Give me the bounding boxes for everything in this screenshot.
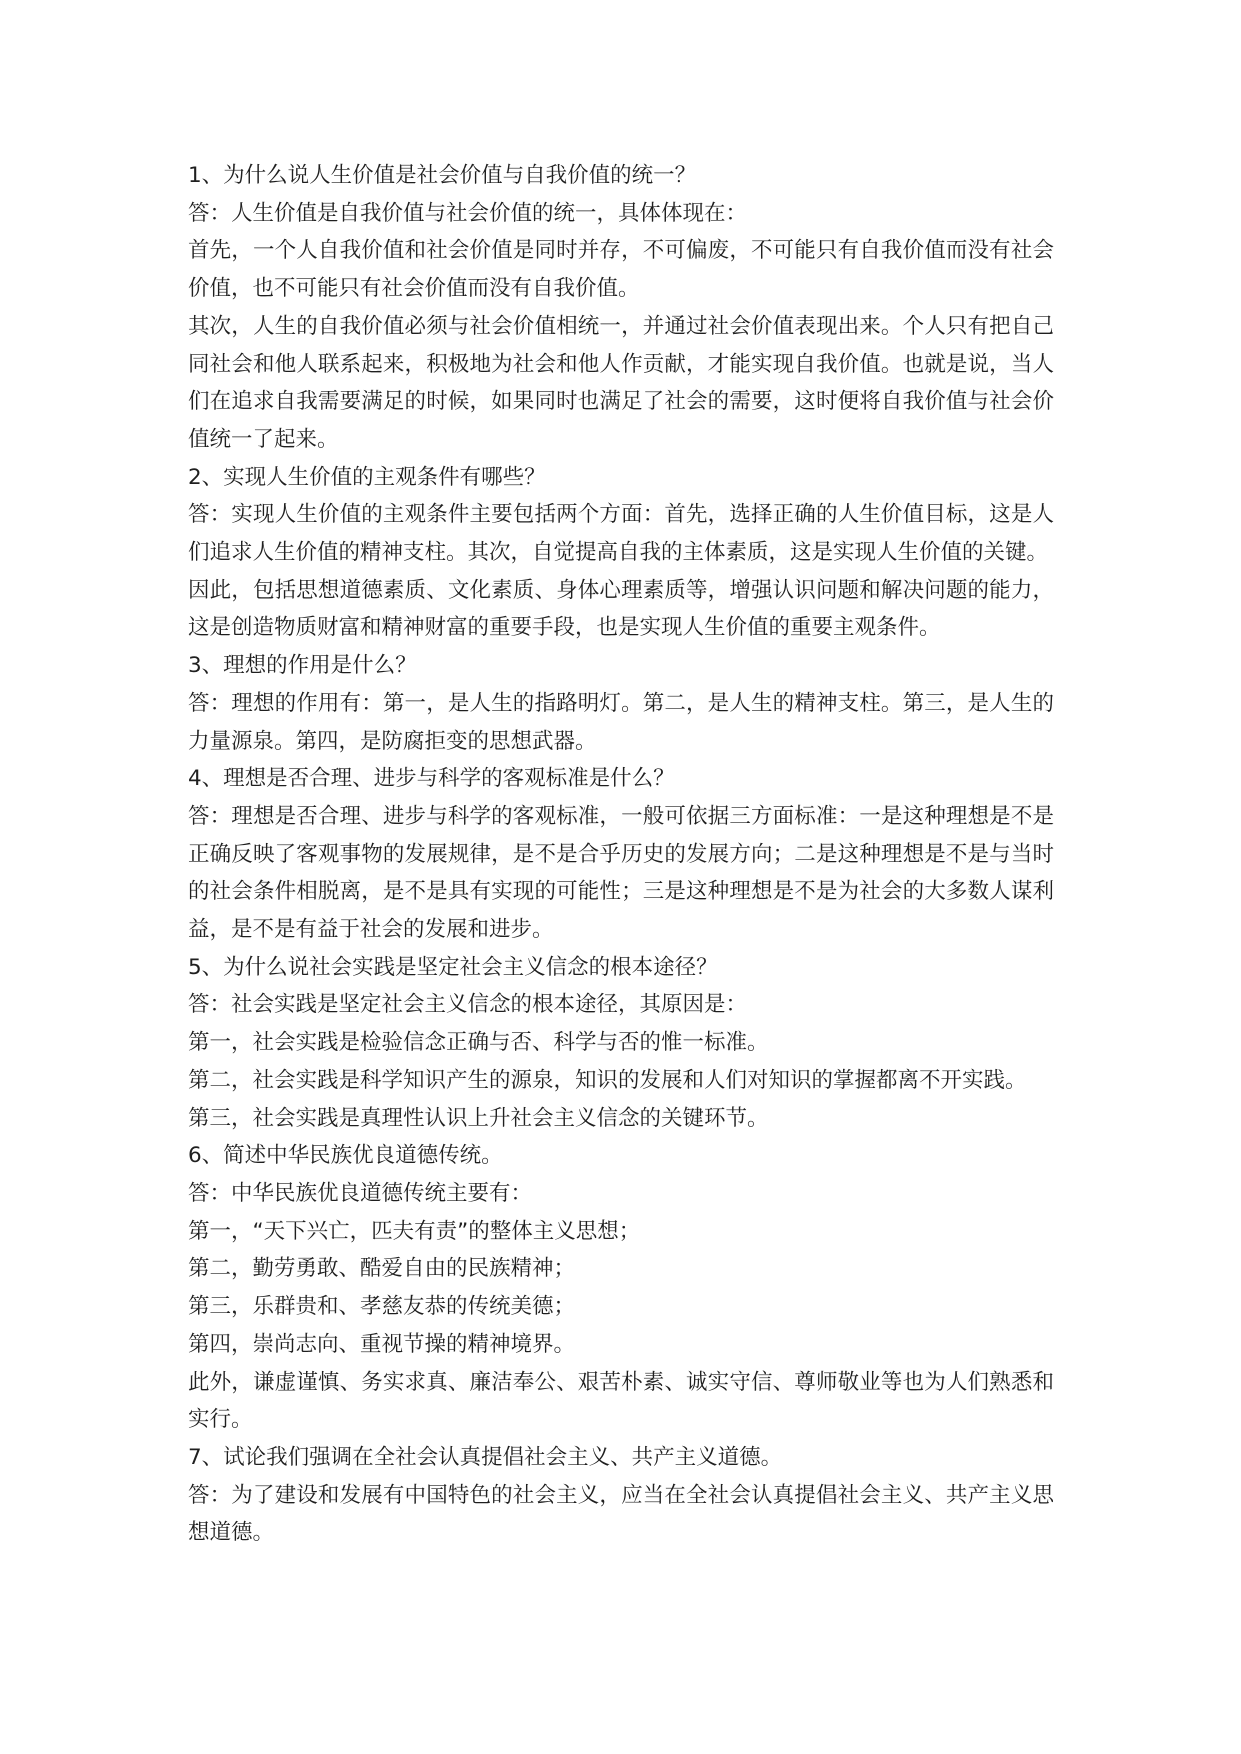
answer-6-intro: 答：中华民族优良道德传统主要有：	[188, 1180, 533, 1206]
answer-2-conclusion: 因此，包括思想道德素质、文化素质、身体心理素质等，增强认识问题和解决问题的能力，这是创造物质财富和精神财富的重要手段，也是实现人生价值的重要主观条件。	[188, 577, 1054, 641]
answer-6-point-3: 第三，乐群贵和、孝慈友恭的传统美德；	[188, 1294, 576, 1320]
answer-5-point-2: 第二，社会实践是科学知识产生的源泉，知识的发展和人们对知识的掌握都离不开实践。	[188, 1067, 1027, 1093]
answer-3-body: 答：理想的作用有：第一，是人生的指路明灯。第二，是人生的精神支柱。第三，是人生的力量源泉。第四，是防腐拒变的思想武器。	[188, 690, 1054, 754]
answer-1-intro: 答：人生价值是自我价值与社会价值的统一，具体体现在：	[188, 200, 748, 226]
answer-6-point-1: 第一，“天下兴亡，匹夫有责”的整体主义思想；	[188, 1218, 641, 1244]
answer-6-point-2: 第二，勤劳勇敢、酷爱自由的民族精神；	[188, 1256, 576, 1282]
question-6-heading: 6、简述中华民族优良道德传统。	[188, 1143, 503, 1169]
question-5-heading: 5、为什么说社会实践是坚定社会主义信念的根本途径？	[188, 954, 718, 980]
question-2-heading: 2、实现人生价值的主观条件有哪些？	[188, 464, 546, 490]
answer-5-point-3: 第三，社会实践是真理性认识上升社会主义信念的关键环节。	[188, 1105, 769, 1131]
answer-4-body: 答：理想是否合理、进步与科学的客观标准，一般可依据三方面标准：一是这种理想是不是正确反映了客观事物的发展规律，是不是合乎历史的发展方向；二是这种理想是不是与当时的社会条件相脱离，是不是具有实现的可能性；三是这种理想是不是为社会的大多数人谋利益，是不是有益于社会的发展和进步。	[188, 803, 1054, 943]
answer-1-point-first: 首先，一个人自我价值和社会价值是同时并存，不可偏废，不可能只有自我价值而没有社会价值，也不可能只有社会价值而没有自我价值。	[188, 238, 1054, 302]
answer-6-addendum: 此外，谦虚谨慎、务实求真、廉洁奉公、艰苦朴素、诚实守信、尊师敬业等也为人们熟悉和实行。	[188, 1369, 1054, 1433]
answer-2-body: 答：实现人生价值的主观条件主要包括两个方面：首先，选择正确的人生价值目标，这是人们追求人生价值的精神支柱。其次，自觉提高自我的主体素质，这是实现人生价值的关键。	[188, 502, 1054, 566]
document-body	[188, 157, 1054, 1552]
answer-5-intro: 答：社会实践是坚定社会主义信念的根本途径，其原因是：	[188, 992, 748, 1018]
answer-5-point-1: 第一，社会实践是检验信念正确与否、科学与否的惟一标准。	[188, 1030, 769, 1056]
question-3-heading: 3、理想的作用是什么？	[188, 653, 417, 679]
question-1-heading: 1、为什么说人生价值是社会价值与自我价值的统一？	[188, 163, 697, 188]
answer-6-point-4: 第四，崇尚志向、重视节操的精神境界。	[188, 1331, 576, 1357]
answer-7-body: 答：为了建设和发展有中国特色的社会主义，应当在全社会认真提倡社会主义、共产主义思想道德。	[188, 1482, 1054, 1546]
answer-1-point-second: 其次，人生的自我价值必须与社会价值相统一，并通过社会价值表现出来。个人只有把自己同社会和他人联系起来，积极地为社会和他人作贡献，才能实现自我价值。也就是说，当人们在追求自我需要满足的时候，如果同时也满足了社会的需要，这时便将自我价值与社会价值统一了起来。	[188, 313, 1054, 452]
question-7-heading: 7、试论我们强调在全社会认真提倡社会主义、共产主义道德。	[188, 1444, 783, 1470]
question-4-heading: 4、理想是否合理、进步与科学的客观标准是什么？	[188, 766, 675, 792]
